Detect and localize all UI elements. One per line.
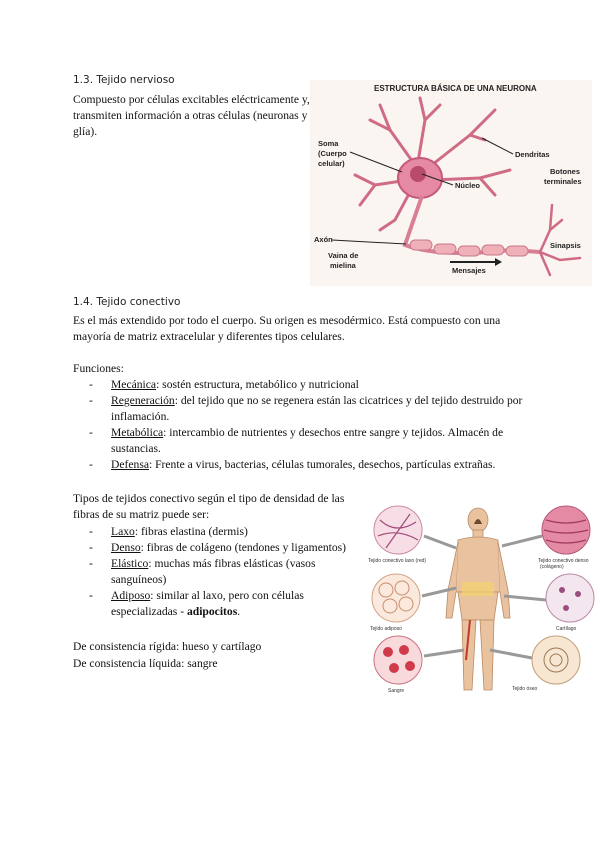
connective-tissue-diagram: [366, 500, 600, 696]
label-cuerpo: (Cuerpo: [318, 149, 347, 158]
list-item: - Mecánica: sostén estructura, metabólico y nutricional: [89, 377, 529, 393]
label-denso: Tejido conectivo denso: [538, 558, 589, 564]
tissue-sangre: [374, 636, 422, 684]
label-hueso: Tejido óseo: [512, 686, 538, 692]
list-item: - Regeneración: del tejido que no se regenera están las cicatrices y del tejido destruido por inflamación.: [89, 393, 529, 425]
list-item: - Defensa: Frente a virus, bacterias, células tumorales, desechos, partículas extrañas.: [89, 457, 529, 473]
funciones-list: [89, 377, 529, 473]
label-dendritas: Dendritas: [515, 150, 550, 159]
label-axon: Axón: [314, 235, 333, 244]
funciones-title: Funciones:: [73, 362, 124, 375]
nucleus-shape: [410, 166, 426, 182]
label-botones: Botones: [550, 167, 580, 176]
neuron-title: ESTRUCTURA BÁSICA DE UNA NEURONA: [374, 84, 537, 93]
label-vaina: Vaina de: [328, 251, 359, 260]
label-mielina: mielina: [330, 261, 356, 270]
label-terminales: terminales: [544, 177, 582, 186]
label-sangre: Sangre: [388, 688, 405, 694]
label-denso-sub: (colágeno): [540, 564, 564, 570]
tipos-list: [89, 524, 364, 620]
label-adiposo: Tejido adiposo: [370, 626, 402, 632]
label-soma: Soma: [318, 139, 339, 148]
list-item: - Laxo: fibras elastina (dermis): [89, 524, 364, 540]
label-cartilago: Cartílago: [556, 626, 577, 632]
list-item: - Elástico: muchas más fibras elásticas (vasos sanguíneos): [89, 556, 364, 588]
label-nucleo: Núcleo: [455, 181, 481, 190]
label-laxo: Tejido conectivo laxo (red): [368, 558, 427, 564]
label-sinapsis: Sinapsis: [550, 241, 581, 250]
tissue-cartilago: [546, 574, 594, 622]
list-item: - Denso: fibras de colágeno (tendones y ligamentos): [89, 540, 364, 556]
adipose-region-shape: [462, 582, 494, 596]
liquida-text: De consistencia líquida: sangre: [73, 657, 218, 670]
label-mensajes: Mensajes: [452, 266, 486, 275]
list-item: - Metabólica: intercambio de nutrientes y desechos entre sangre y tejidos. Almacén de sustancias.: [89, 425, 529, 457]
tissue-adiposo: [372, 574, 420, 622]
rigida-text: De consistencia rígida: hueso y cartílago: [73, 640, 262, 653]
tipos-title: Tipos de tejidos conectivo según el tipo de densidad de las fibras de su matriz puede ser:: [73, 492, 345, 521]
section-heading-nervioso: 1.3. Tejido nervioso: [73, 74, 175, 86]
neuron-diagram: [310, 80, 592, 286]
section-heading-conectivo: 1.4. Tejido conectivo: [73, 296, 181, 308]
list-item: - Adiposo: similar al laxo, pero con células especializadas - adipocitos.: [89, 588, 364, 620]
human-body-figure: [446, 508, 510, 690]
tissue-laxo: [374, 506, 422, 554]
nervioso-paragraph: Compuesto por células excitables eléctricamente y, transmiten información a otras células (neuronas y glía).: [73, 93, 310, 138]
tissue-hueso: [532, 636, 580, 684]
conectivo-intro: Es el más extendido por todo el cuerpo. Su origen es mesodérmico. Está compuesto con una mayoría de matriz extracelular y diferentes tipos celulares.: [73, 314, 501, 343]
label-celular: celular): [318, 159, 345, 168]
tissue-denso: [542, 506, 590, 554]
